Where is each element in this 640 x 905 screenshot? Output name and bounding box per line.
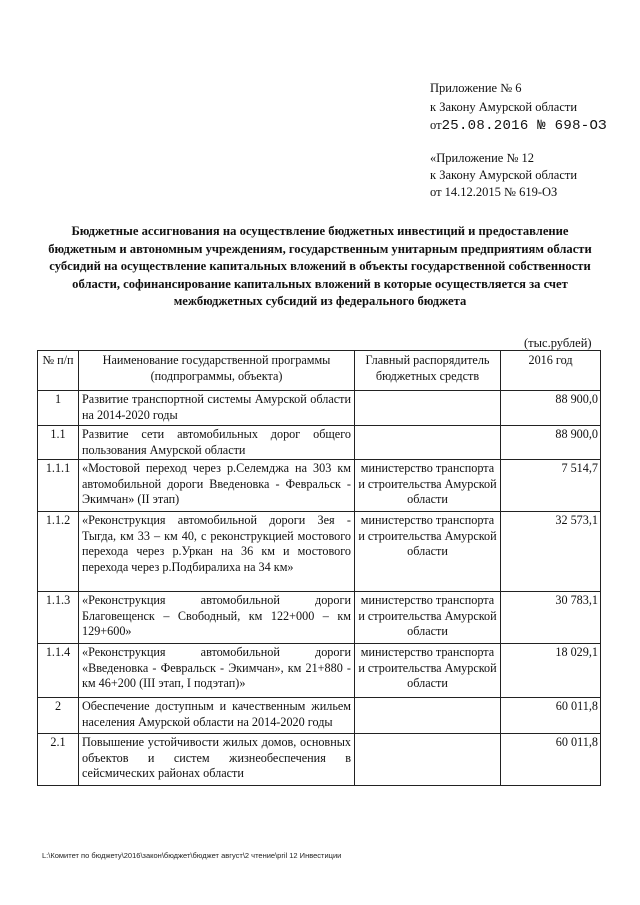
row-executor — [355, 734, 501, 786]
row-name: «Реконструкция автомобильной дороги «Введеновка - Февральск - Экимчан», км 21+880 - км 46+200 (III этап, I подэтап)» — [79, 644, 355, 698]
table-header-row — [38, 351, 601, 391]
appendix-label: Приложение № 6 — [430, 81, 522, 95]
row-amount: 60 011,8 — [501, 698, 601, 734]
header-name-line2: (подпрограммы, объекта) — [150, 368, 283, 383]
row-num: 1.1 — [38, 426, 79, 460]
table-row — [38, 644, 601, 698]
row-name: Повышение устойчивости жилых домов, основных объектов и систем жизнеобеспечения в сейсмических районах области — [79, 734, 355, 786]
law-reference-2: к Закону Амурской области — [430, 168, 578, 182]
title-line: Бюджетные ассигнования на осуществление бюджетных инвестиций и предоставление — [71, 224, 569, 238]
row-num: 2 — [38, 698, 79, 734]
row-num: 1.1.3 — [38, 592, 79, 644]
table-row — [38, 698, 601, 734]
row-amount: 32 573,1 — [501, 512, 601, 592]
stamp-date-number: 25.08.2016 № 698-ОЗ — [441, 118, 607, 134]
row-amount: 18 029,1 — [501, 644, 601, 698]
file-path-footer: L:\Комитет по бюджету\2016\закон\бюджет\бюджет август\2 чтение\pril 12 Инвестиции — [42, 851, 342, 860]
row-executor — [355, 698, 501, 734]
row-name: Развитие сети автомобильных дорог общего пользования Амурской области — [79, 426, 355, 460]
row-executor: министерство транспорта и строительства Амурской области — [355, 592, 501, 644]
row-amount: 30 783,1 — [501, 592, 601, 644]
row-executor: министерство транспорта и строительства Амурской области — [355, 644, 501, 698]
units-label: (тыс.рублей) — [524, 336, 592, 350]
header-executor — [355, 351, 501, 391]
table-row — [38, 592, 601, 644]
row-executor: министерство транспорта и строительства Амурской области — [355, 512, 501, 592]
budget-table — [37, 350, 601, 786]
title-line: бюджетным и автономным учреждениям, государственным унитарным предприятиям области — [48, 241, 592, 256]
row-name: «Реконструкция автомобильной дороги Благовещенск – Свободный, км 122+000 – км 129+600» — [79, 592, 355, 644]
header-num: № п/п — [38, 351, 79, 391]
title-line: межбюджетных субсидий из федерального бюджета — [173, 294, 467, 308]
header-year: 2016 год — [501, 351, 601, 391]
header-exec-line2: бюджетных средств — [375, 368, 480, 383]
row-name: Обеспечение доступным и качественным жильем населения Амурской области на 2014-2020 годы — [79, 698, 355, 734]
header-name-line1: Наименование государственной программы — [102, 353, 331, 367]
law-reference: к Закону Амурской области — [430, 100, 578, 114]
title-line: области, софинансирование капитальных вложений в которые осуществляется за счет — [72, 276, 568, 291]
row-num: 1.1.1 — [38, 460, 79, 512]
row-num: 1.1.2 — [38, 512, 79, 592]
table-row — [38, 734, 601, 786]
header-exec-line1: Главный распорядитель — [365, 353, 490, 367]
table-row — [38, 460, 601, 512]
row-num: 2.1 — [38, 734, 79, 786]
row-name: «Реконструкция автомобильной дороги Зея - Тыгда, км 33 – км 40, с реконструкцией мостового перехода через р.Уркан на 36 км и мостового перехода через р.Подбиралиха на 34 км» — [79, 512, 355, 592]
table-row — [38, 426, 601, 460]
law-date-reference: от 14.12.2015 № 619-ОЗ — [430, 185, 558, 199]
table-row — [38, 391, 601, 426]
appendix12-label: «Приложение № 12 — [430, 151, 535, 165]
row-num: 1 — [38, 391, 79, 426]
header-name — [79, 351, 355, 391]
row-amount: 7 514,7 — [501, 460, 601, 512]
row-executor — [355, 426, 501, 460]
title-line: субсидий на осуществление капитальных вложений в объекты государственной собственности — [49, 259, 591, 273]
row-name: Развитие транспортной системы Амурской области на 2014-2020 годы — [79, 391, 355, 426]
document-title — [30, 223, 610, 311]
row-amount: 88 900,0 — [501, 426, 601, 460]
table-row — [38, 512, 601, 592]
row-amount: 60 011,8 — [501, 734, 601, 786]
row-executor: министерство транспорта и строительства Амурской области — [355, 460, 501, 512]
row-num: 1.1.4 — [38, 644, 79, 698]
row-executor — [355, 391, 501, 426]
stamp-prefix: от — [430, 118, 442, 132]
row-name: «Мостовой переход через р.Селемджа на 303 км автомобильной дороги Введеновка - Февральск - Экимчан» (II этап) — [79, 460, 355, 512]
date-stamp — [430, 118, 607, 134]
row-amount: 88 900,0 — [501, 391, 601, 426]
